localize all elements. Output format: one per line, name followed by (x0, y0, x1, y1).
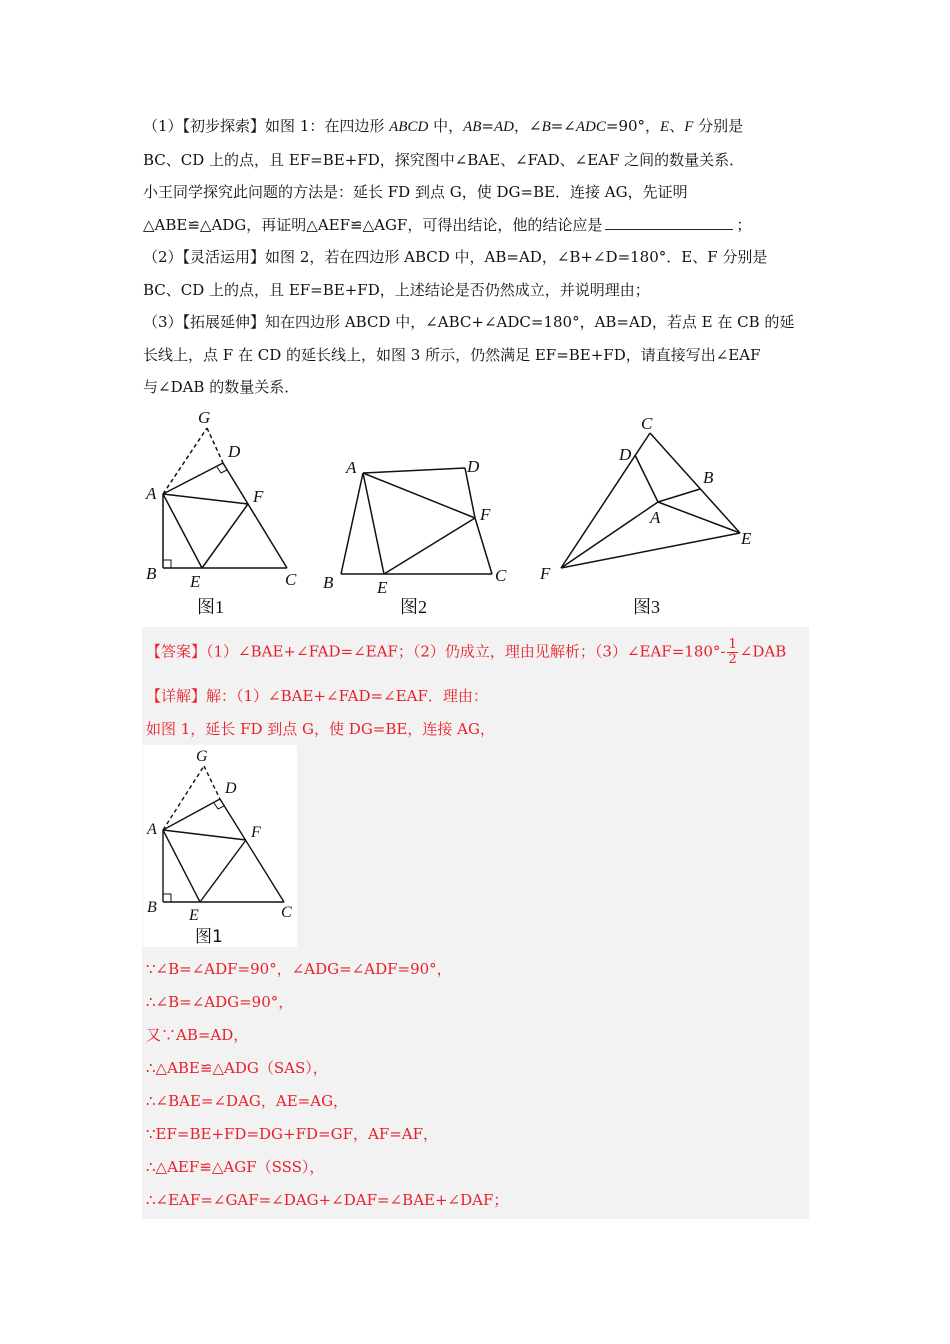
answer-blank[interactable] (605, 212, 733, 230)
detail-fig-label-c: C (281, 904, 292, 921)
detail-fig-label-b: B (147, 899, 157, 916)
figure-3 (561, 433, 740, 568)
detail-tag: 【详解】 (146, 687, 207, 705)
fig3-label-b: B (703, 468, 714, 487)
question-part2-line2: BC、CD 上的点，且 EF=BE+FD，上述结论是否仍然成立，并说明理由； (143, 280, 650, 299)
figure-1-labels (145, 408, 297, 591)
detail-fig-label-a: A (147, 821, 157, 838)
step-2: ∴∠B=∠ADG=90°， (146, 993, 294, 1011)
fig1-label-g: G (198, 408, 211, 427)
fig1-label-c: C (285, 570, 297, 589)
step-7: ∴△AEF≌△AGF（SSS）， (146, 1158, 325, 1176)
question-part1-line2: BC、CD 上的点，且 EF=BE+FD，探究图中∠BAE、∠FAD、∠EAF 之间的数量关系． (143, 150, 745, 169)
fig1-label-d: D (228, 442, 241, 461)
detail-fig-caption: 图1 (195, 927, 223, 947)
detail-figure-1 (143, 745, 297, 947)
detail-fig-label-f: F (251, 824, 261, 841)
question-part3-line3: 与∠DAB 的数量关系． (143, 378, 300, 396)
figures-svg (140, 404, 820, 624)
fig2-label-b: B (323, 573, 334, 592)
fig3-label-e: E (741, 529, 752, 548)
question-part1-line1: （1）【初步探索】如图 1：在四边形 ABCD 中，AB=AD，∠B=∠ADC=90°，E、F 分别是 (143, 117, 744, 135)
fig2-caption: 图2 (400, 597, 427, 617)
figure-1 (163, 428, 287, 568)
fig2-label-e: E (377, 578, 388, 597)
step-1: ∵∠B=∠ADF=90°，∠ADG=∠ADF=90°， (146, 960, 452, 978)
fig1-label-f: F (253, 487, 264, 506)
fig3-label-d: D (619, 445, 632, 464)
step-4: ∴△ABE≌△ADG（SAS）， (146, 1059, 328, 1077)
fig2-label-a: A (346, 458, 357, 477)
fig2-label-f: F (480, 505, 491, 524)
fig3-label-a: A (650, 508, 661, 527)
detail-line-2: 如图 1，延长 FD 到点 G，使 DG=BE，连接 AG， (146, 720, 495, 738)
detail-fig-label-e: E (189, 907, 199, 924)
detail-fig-label-d: D (225, 780, 237, 797)
question-part3-line2: 长线上，点 F 在 CD 的延长线上，如图 3 所示，仍然满足 EF=BE+FD，请直接写出∠EAF (143, 345, 761, 364)
fig1-caption: 图1 (197, 597, 224, 617)
fraction-half: $\frac{1}{2}$ (728, 637, 737, 667)
step-8: ∴∠EAF=∠GAF=∠DAG+∠DAF=∠BAE+∠DAF； (146, 1191, 509, 1209)
fig1-label-e: E (190, 572, 201, 591)
figures-row (140, 404, 820, 624)
detail-line-1: 【详解】解：（1）∠BAE+∠FAD=∠EAF．理由： (146, 687, 488, 705)
fig1-label-a: A (146, 484, 157, 503)
step-6: ∵EF=BE+FD=DG+FD=GF，AF=AF， (146, 1125, 439, 1143)
question-part3-line1: （3）【拓展延伸】知在四边形 ABCD 中，∠ABC+∠ADC=180°，AB=AD，若点 E 在 CB 的延 (143, 313, 795, 331)
question-part1-line4: △ABE≌△ADG，再证明△AEF≌△AGF，可得出结论，他的结论应是 ； (143, 209, 813, 242)
question-block (143, 110, 813, 404)
figure-2 (341, 468, 492, 574)
step-5: ∴∠BAE=∠DAG，AE=AG， (146, 1092, 349, 1110)
fig3-label-f: F (540, 564, 551, 583)
answer-line: 【答案】（1）∠BAE+∠FAD=∠EAF；（2）仍成立，理由见解析；（3）∠EAF=180°- $\frac{1}{2}$ ∠DAB (146, 637, 787, 667)
question-part2-line1: （2）【灵活运用】如图 2，若在四边形 ABCD 中，AB=AD，∠B+∠D=180°．E、F 分别是 (143, 248, 768, 266)
question-part1-line3: 小王同学探究此问题的方法是：延长 FD 到点 G，使 DG=BE．连接 AG，先证明 (143, 183, 688, 201)
fig2-label-c: C (495, 566, 507, 585)
fig3-caption: 图3 (633, 597, 660, 617)
fig1-label-b: B (146, 564, 157, 583)
fig2-label-d: D (467, 457, 480, 476)
step-3: 又∵AB=AD， (146, 1026, 249, 1044)
detail-fig-label-g: G (196, 748, 208, 765)
answer-tag: 【答案】 (146, 642, 207, 661)
answer-block (142, 627, 809, 1219)
fig3-label-c: C (641, 414, 653, 433)
